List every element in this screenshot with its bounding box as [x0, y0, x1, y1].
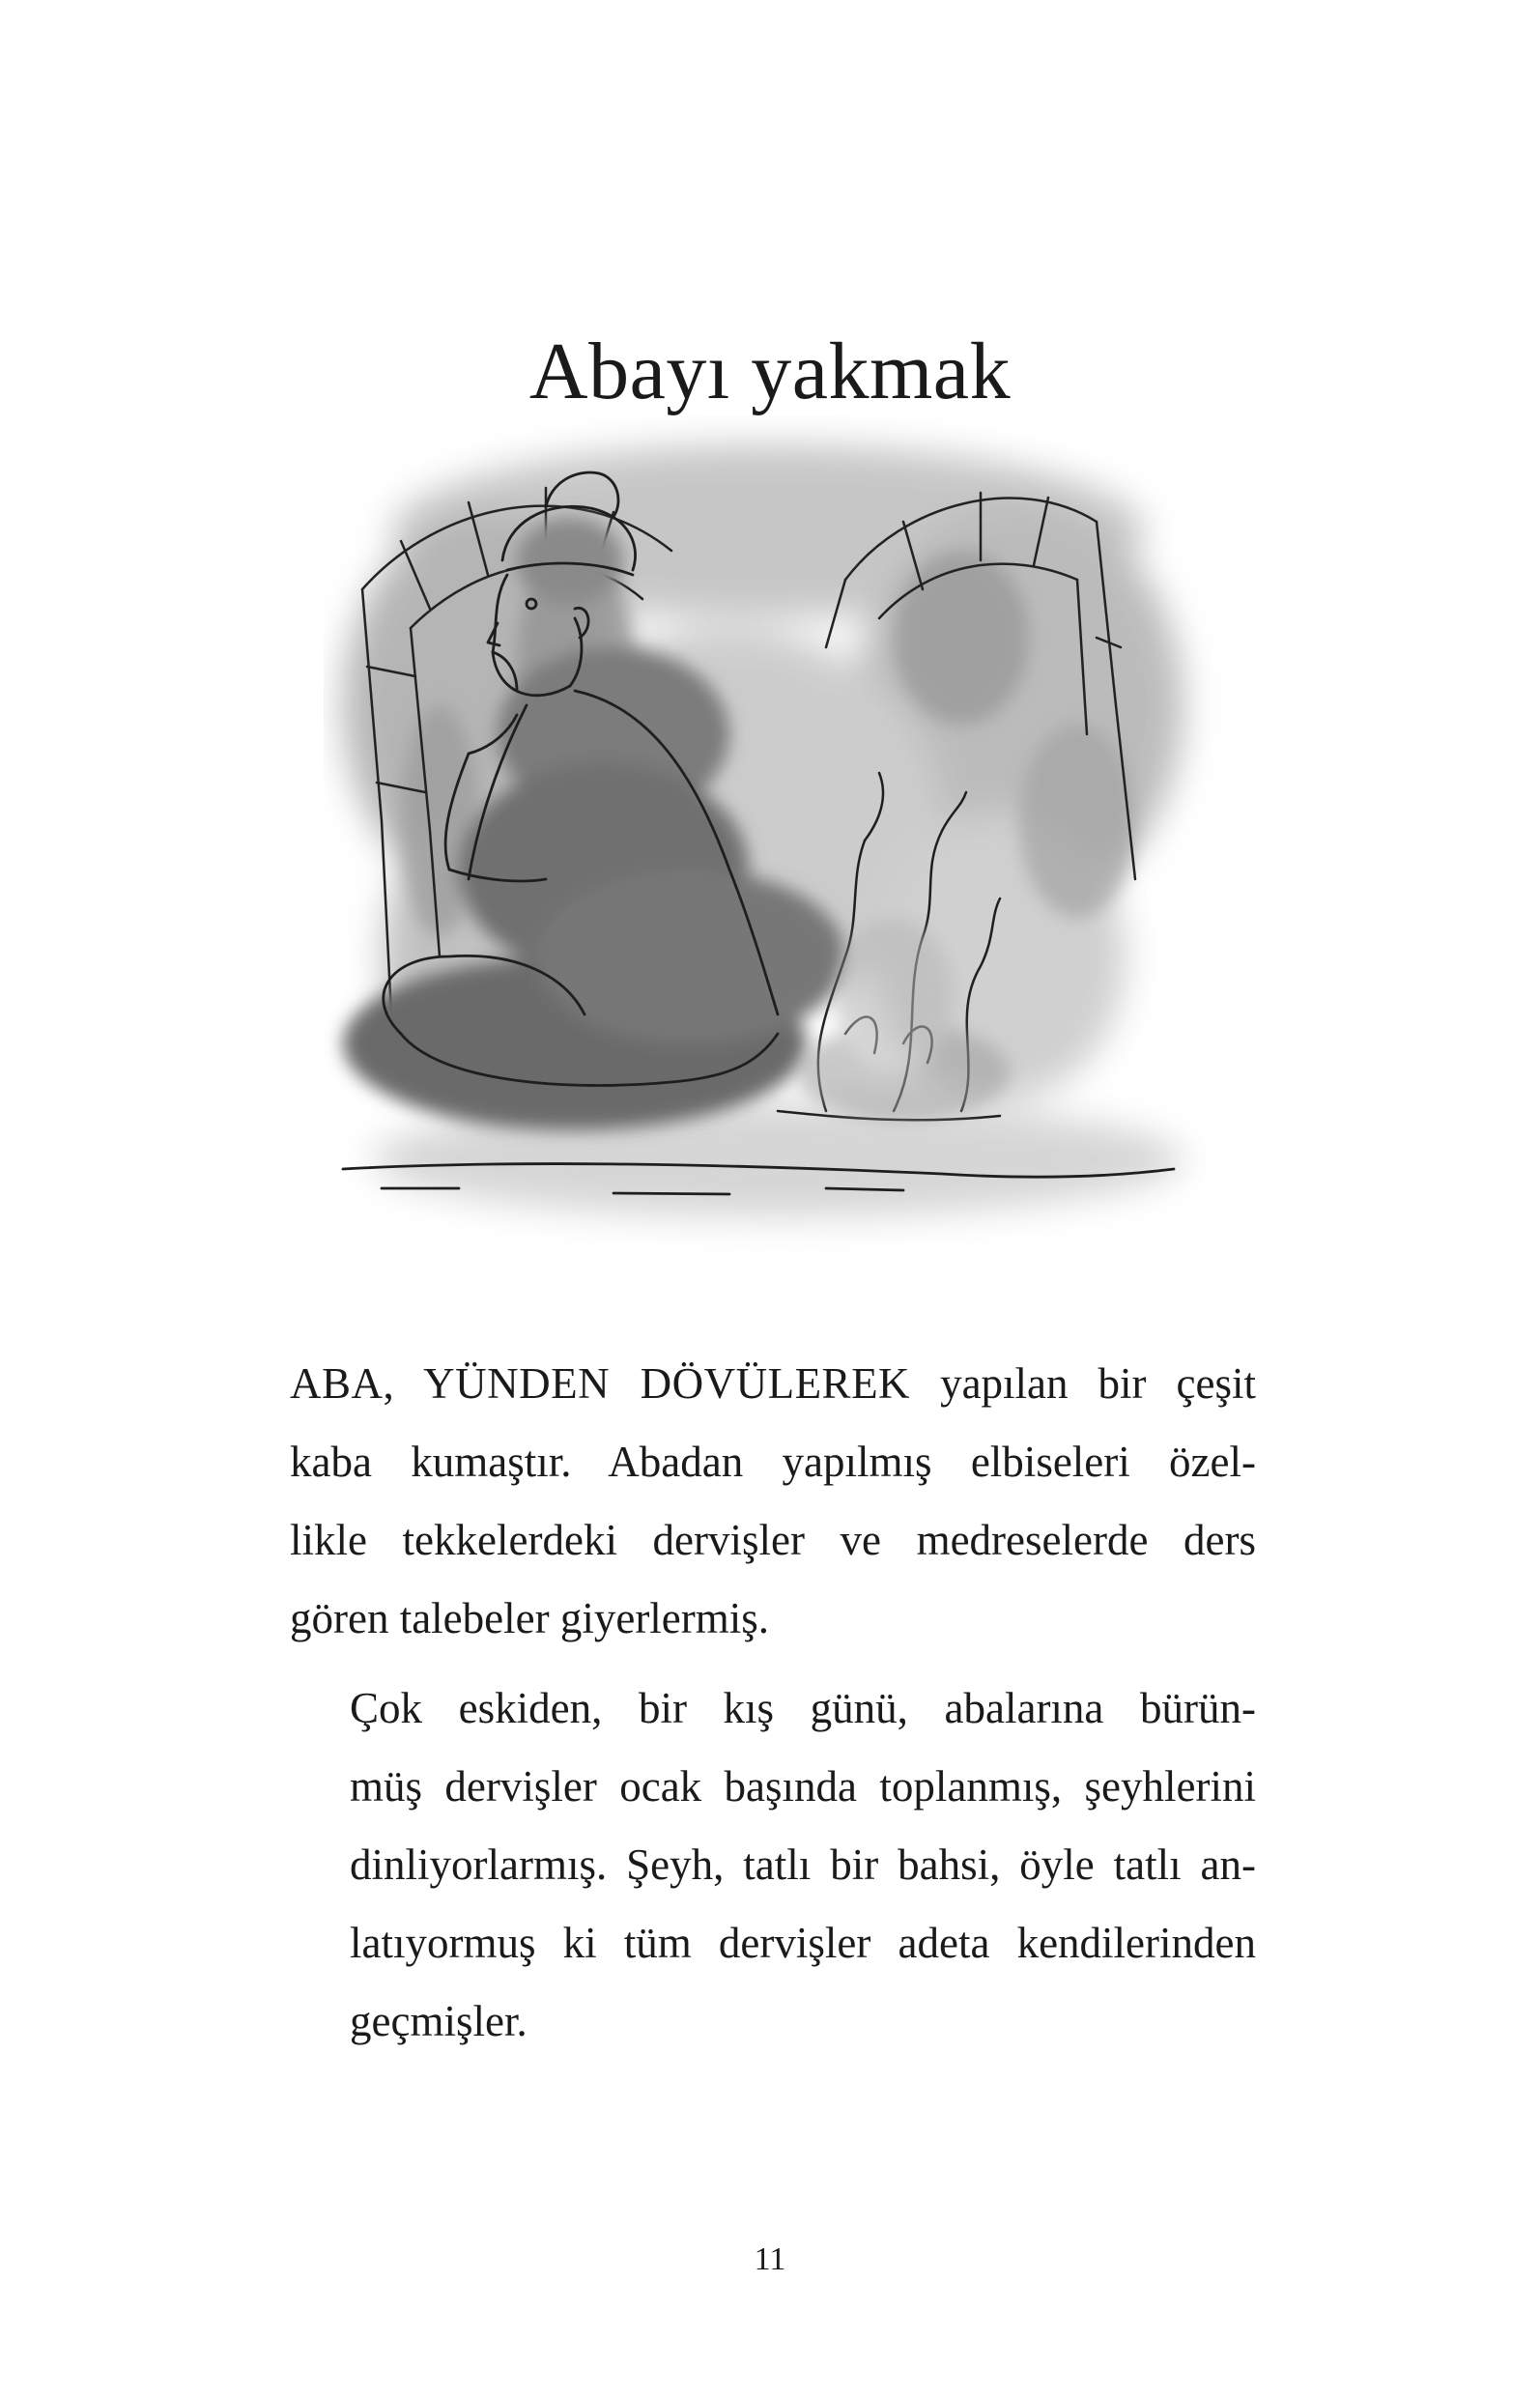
chapter-title: Abayı yakmak — [528, 327, 1012, 417]
paragraph-2-line: geçmişler. — [350, 1997, 528, 2045]
body-text — [290, 1345, 1256, 2061]
paragraph-1-lead-caps: ABA, YÜNDEN DÖVÜLEREK — [290, 1359, 911, 1408]
dervish-by-fire-illustration — [324, 415, 1222, 1295]
paragraph-2 — [290, 1669, 1256, 2061]
paragraph-2-line: Çok eskiden, bir kış günü, abalarına bürün- — [350, 1684, 1256, 1732]
paragraph-2-line: dinliyorlarmış. Şeyh, tatlı bir bahsi, öyle tatlı an- — [350, 1840, 1256, 1889]
paragraph-1-line — [290, 1345, 1256, 1423]
page-number: 11 — [754, 2241, 786, 2277]
paragraph-2-line: müş dervişler ocak başında toplanmış, şeyhlerini — [350, 1762, 1256, 1811]
paragraph-2-line: latıyormuş ki tüm dervişler adeta kendilerinden — [350, 1919, 1256, 1967]
paragraph-1 — [290, 1345, 1256, 1658]
paragraph-1-line: kaba kumaştır. Abadan yapılmış elbiseleri özel- — [290, 1438, 1256, 1486]
paragraph-1-line: likle tekkelerdeki dervişler ve medreselerde ders — [290, 1516, 1256, 1564]
paragraph-1-line: gören talebeler giyerlermiş. — [290, 1594, 770, 1642]
paragraph-1-line-rest: yapılan bir çeşit — [910, 1359, 1257, 1408]
